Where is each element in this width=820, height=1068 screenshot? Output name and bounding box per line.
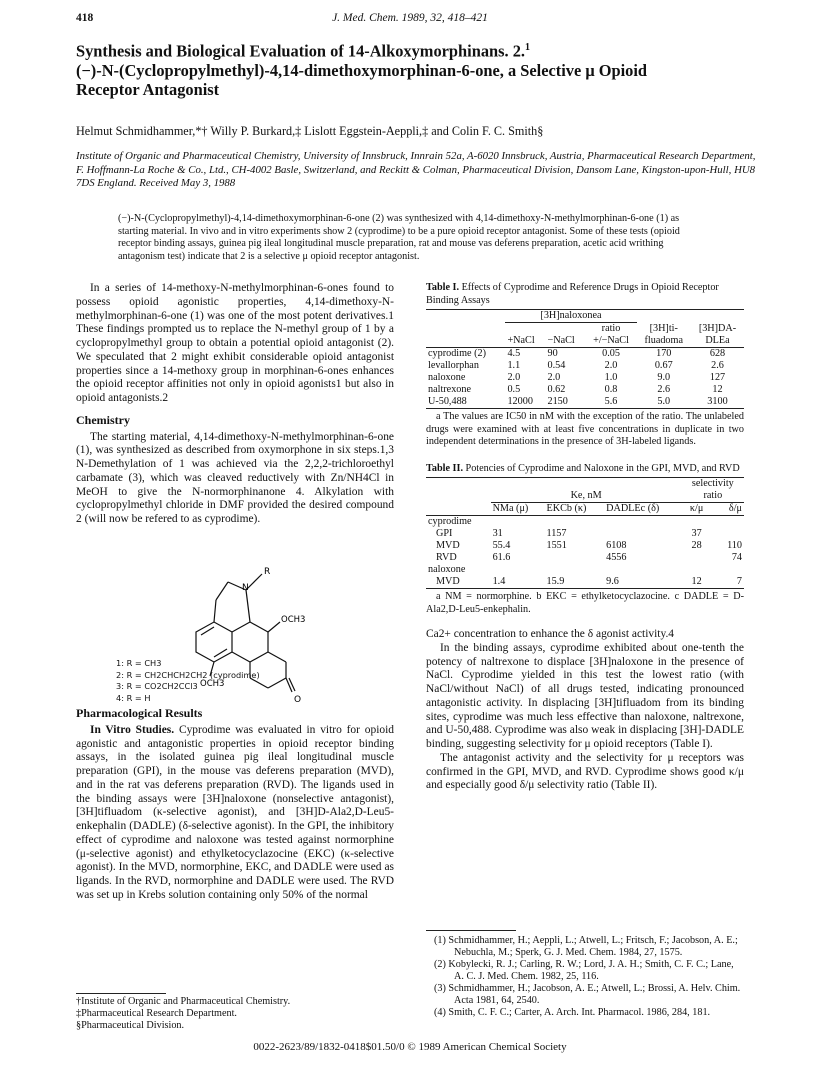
table-row [426, 348, 744, 361]
table-cell: cyprodime [428, 516, 472, 527]
compound-2: 2: R = CH2CHCH2CH2 (cyprodime) [116, 669, 260, 680]
nitrogen-label: N [242, 583, 249, 593]
table2 [426, 477, 744, 589]
table2-col-dadle: DADLEc (δ) [606, 503, 660, 514]
table-cell: 31 [492, 528, 503, 539]
table2-col-nm: NMa (μ) [492, 503, 529, 514]
title-line-1: Synthesis and Biological Evaluation of 14-Alkoxymorphinans. 2. [76, 41, 526, 61]
table1-label: Table I. [426, 282, 460, 293]
pharmacology-heading: Pharmacological Results [76, 706, 203, 720]
compound-4: 4: R = H [116, 692, 151, 703]
reference-3: (3) Schmidhammer, H.; Jacobson, A. E.; Atwell, L.; Brossi, A. Helv. Chim. Acta 1981, 64, 2540. [434, 983, 741, 1006]
table-cell: cyprodime (2) [428, 348, 486, 359]
table2-caption [426, 463, 744, 476]
table1-col-tif2: fluadoma [644, 335, 683, 346]
table-cell: 4.5 [507, 348, 521, 359]
table-cell: 4556 [606, 552, 627, 563]
table-cell: 5.0 [657, 396, 671, 407]
table1-col-tif1: [3H]ti- [649, 322, 678, 334]
table1-col-nacl: +NaCl [507, 335, 535, 346]
och3-14-label: OCH3 [281, 615, 306, 625]
table-cell: MVD [436, 540, 460, 551]
table-row [426, 372, 744, 384]
chemistry-heading: Chemistry [76, 412, 130, 427]
affiliations: Institute of Organic and Pharmaceutical Chemistry, University of Innsbruck, Innrain 52a, A-6020 Innsbruck, Austria, Pharmaceutical Research Department, F. Hoffmann-La Roche & Co., Ltd., CH-4002 Basle, Switzerland, and Reckitt & Colman, Pharmaceutical Division, Dansom Lane, Kingston-upon-Hull, HU8 7DS England. Received May 3, 1988 [76, 150, 756, 190]
table1-col-ratio: ratio [601, 323, 621, 334]
right-paragraph-3: The antagonist activity and the selectivity for μ receptors was confirmed in the GPI, MVD, and RVD. Cyprodime shows good κ/μ and especially good δ/μ selectivity ratio (Table II). [426, 751, 744, 792]
table-cell: 0.5 [507, 384, 521, 395]
table-cell: 6108 [606, 540, 627, 551]
table-cell: naloxone [428, 564, 466, 575]
table-cell: 170 [656, 348, 672, 359]
footnote-1: †Institute of Organic and Pharmaceutical Chemistry. [76, 996, 291, 1007]
table-cell: 2.6 [711, 360, 724, 371]
reference-2: (2) Kobylecki, R. J.; Carling, R. W.; Lord, J. A. H.; Smith, C. F. C.; Lane, A. C. J. Med. Chem. 1982, 25, 116. [434, 959, 734, 982]
table-cell: 12 [712, 384, 723, 395]
table-cell: 15.9 [546, 576, 565, 587]
table-cell: 12000 [507, 396, 533, 407]
table-cell: 0.54 [547, 360, 566, 371]
table-row [426, 564, 744, 576]
table2-selectivity-1: selectivity [691, 478, 734, 489]
table-cell: 0.67 [654, 360, 673, 371]
footnote-2: ‡Pharmaceutical Research Department. [76, 1008, 237, 1019]
table1-col-pm: +/−NaCl [593, 335, 629, 346]
table2-label: Table II. [426, 462, 463, 474]
table2-col-ekc: EKCb (κ) [546, 503, 587, 514]
table-cell: 12 [691, 576, 702, 587]
table-cell: 127 [709, 372, 726, 383]
reference-1: (1) Schmidhammer, H.; Aeppli, L.; Atwell, L.; Fritsch, F.; Jacobson, A. E.; Nebuchla, M.; Sperk, G. J. Med. Chem. 1984, 27, 1575. [434, 935, 738, 958]
left-column-lower [76, 707, 394, 903]
chemistry-paragraph: The starting material, 4,14-dimethoxy-N-methylmorphinan-6-one (1), was synthesized as described from oxymorphone in six steps.1,3 N-Demethylation of 1 was achieved via the 2,2,2-trichloroethyl carbamate (3), which was cleaved reductively with Zn/NH4Cl in MeOH to give the N-normorphinanone 4. Alkylation with cyclopropylmethyl chloride in DMF provided the desired compound 2 (will now be refered to as cyprodime). [76, 430, 394, 525]
table-cell: 1551 [546, 540, 567, 551]
author-footnotes [76, 993, 394, 1032]
table-cell: 2150 [547, 396, 568, 407]
intro-paragraph: In a series of 14-methoxy-N-methylmorphinan-6-ones found to possess opioid agonistic properties, 4,14-dimethoxy-N-methylmorphinan-6-one (1) was one of the most potent derivatives.1 These findings prompted us to replace the N-methyl group of 1 by a cyclopropylmethyl group to obtain a potential opioid antagonist (2). We speculated that 2 might exhibit considerable opioid antagonist properties since a 14-methoxy group in morphinan-6-ones enhances the opioid receptor affinities not only in opioid agonists1 but also in opioid antagonists.2 [76, 282, 394, 404]
abstract: (−)-N-(Cyclopropylmethyl)-4,14-dimethoxymorphinan-6-one (2) was synthesized with 4,14-dimethoxy-N-methylmorphinan-6-one (1) as starting material. In vivo and in vitro experiments show 2 (cyprodime) to be a pure opioid receptor antagonist. Some of these tests (opioid receptor binding assays, guinea pig ileal longitudinal muscle preparation, rat and mouse vas deferens preparation, acetic acid writhing antagonism test) indicate that 2 is a selective μ opioid receptor antagonist. [118, 213, 680, 262]
journal-citation: J. Med. Chem. 1989, 32, 418–421 [332, 12, 488, 24]
r-group-label: R [264, 567, 271, 577]
table-cell: 2.0 [507, 372, 521, 383]
table-cell: 110 [727, 540, 742, 551]
table-cell: 1.4 [492, 576, 506, 587]
table-cell: 628 [709, 348, 726, 359]
table-cell: 3100 [707, 396, 728, 407]
table-cell: 2.6 [657, 384, 671, 395]
table-cell [682, 552, 712, 564]
ketone-oxygen-label: O [294, 695, 302, 705]
page-number: 418 [76, 12, 94, 24]
author-list: Helmut Schmidhammer,*† Willy P. Burkard,‡ Lislott Eggstein-Aeppli,‡ and Colin F. C. Smith§ [76, 124, 544, 138]
table-cell [604, 528, 682, 540]
table-cell: 61.6 [492, 552, 511, 563]
table-row [426, 396, 744, 409]
table-cell: 5.6 [604, 396, 618, 407]
title-line-2: (−)-N-(Cyclopropylmethyl)-4,14-dimethoxymorphinan-6-one, a Selective μ Opioid [76, 60, 648, 80]
table-row [426, 516, 744, 529]
table-cell: 1.1 [507, 360, 521, 371]
table-cell: naltrexone [428, 384, 471, 395]
running-header [76, 12, 744, 28]
table-cell: RVD [436, 552, 457, 563]
table-row [426, 576, 744, 589]
table-cell: 1.0 [604, 372, 618, 383]
table-cell: 55.4 [492, 540, 511, 551]
right-column [426, 282, 744, 793]
table-cell: 28 [691, 540, 702, 551]
table-cell [544, 552, 604, 564]
table-cell: U-50,488 [428, 396, 467, 407]
table-cell: MVD [436, 576, 460, 587]
table1-group-header: [3H]naloxonea [505, 310, 636, 323]
table-cell: 0.8 [604, 384, 618, 395]
table2-col-km: κ/μ [689, 503, 704, 514]
table-row [426, 360, 744, 372]
table-cell: 37 [691, 528, 702, 539]
compound-3: 3: R = CO2CH2CCl3 [116, 681, 198, 691]
title-line-3: Receptor Antagonist [76, 80, 220, 100]
table2-ke-header: Ke, nM [491, 490, 682, 503]
title-footnote-mark: 1 [525, 42, 531, 53]
table-cell: 9.6 [606, 576, 619, 587]
table1-caption-text: Effects of Cyprodime and Reference Drugs in Opioid Receptor Binding Assays [426, 282, 719, 306]
table2-caption-text: Potencies of Cyprodime and Naloxone in the GPI, MVD, and RVD [465, 462, 740, 474]
table-row [426, 540, 744, 552]
table1-caption [426, 282, 744, 307]
right-paragraph-2: In the binding assays, cyprodime exhibited about one-tenth the potency of naltrexone to displace [3H]naloxone in the presence of NaCl. Cyprodime yielded in this test the lowest ratio (with NaCl/without NaCl) of all drugs tested, indicating pronounced antagonistic activity. In displacing [3H]tifluadom from its binding sites, cyprodime was much less effective than naloxone, naltrexone, and U-50,488. Cyprodime was also weak in displacing [3H]-DADLE binding, suggesting selectivity for μ opioid receptors (Table I). [426, 641, 744, 750]
table-cell: naloxone [428, 372, 466, 383]
table1-footnote: a The values are IC50 in nM with the exception of the ratio. The unlabeled drugs were examined with at least five concentrations in duplicate in two independent determinations in the presence of 3H-labeled ligands. [426, 411, 744, 447]
table-cell: GPI [436, 528, 453, 539]
table-cell: 2.0 [604, 360, 618, 371]
in-vitro-lead: In Vitro Studies. [90, 723, 175, 736]
article-title [76, 38, 746, 100]
och3-4-label: OCH3 [200, 679, 225, 689]
table2-selectivity-2: ratio [682, 490, 744, 503]
table-cell [712, 528, 744, 540]
footnote-3: §Pharmaceutical Division. [76, 1020, 185, 1031]
table2-footnote: a NM = normorphine. b EKC = ethylketocyclazocine. c DADLE = D-Ala2,D-Leu5-enkephalin. [426, 591, 744, 615]
copyright-line: 0022-2623/89/1832-0418$01.50/0 © 1989 American Chemical Society [253, 1041, 567, 1053]
right-paragraph-1: Ca2+ concentration to enhance the δ agonist activity.4 [426, 628, 675, 640]
aromatic-ring [196, 622, 232, 662]
table-row [426, 528, 744, 540]
left-column-upper [76, 282, 394, 527]
table-cell: 9.0 [657, 372, 671, 383]
table1-col-dad2: DLEa [705, 335, 730, 346]
compound-legend [116, 658, 260, 704]
table-cell: 0.62 [547, 384, 566, 395]
table1 [426, 309, 744, 409]
table-cell: 2.0 [547, 372, 561, 383]
compound-1: 1: R = CH3 [116, 658, 162, 668]
table-cell: 7 [736, 576, 742, 587]
reference-4: (4) Smith, C. F. C.; Carter, A. Arch. Int. Pharmacol. 1986, 284, 181. [434, 1007, 711, 1018]
reference-list [426, 930, 744, 1019]
table-row [426, 384, 744, 396]
table-cell: 74 [731, 552, 742, 563]
table2-col-dm: δ/μ [728, 503, 742, 514]
table-cell: levallorphan [428, 360, 479, 371]
table-cell: 90 [547, 348, 558, 359]
table-cell: 0.05 [602, 348, 620, 359]
table1-col-dad1: [3H]DA- [698, 322, 737, 334]
table-cell: 1157 [546, 528, 567, 539]
table-row [426, 552, 744, 564]
reference-rule [426, 930, 516, 931]
in-vitro-paragraph: Cyprodime was evaluated in vitro for opioid agonistic and antagonistic properties in opioid receptor binding assays, in the isolated guinea pig ileal longitudinal muscle preparation (GPI), in the mouse vas deferens preparation (MVD), and in the rat vas deferens preparation (RVD). The ligands used in the binding assays were [3H]naloxone (nonselective antagonist), [3H]tifluadom (κ-selective agonist), and [3H]D-Ala2,D-Leu5-enkephalin (DADLE) (δ-selective agonist). In the GPI, the inhibitory effect of cyprodime and naloxone was tested against normorphine (μ-selective agonist) and ethylketocyclazocine (EKC) (κ-selective agonist). In the MVD, normorphine, EKC, and DADLE were used as ligands. In the RVD, normorphine and DADLE were used. The RVD was set up in Krebs solution containing only 50% of the normal [76, 723, 395, 901]
table1-col-minus: −NaCl [547, 335, 575, 346]
footnote-rule [76, 993, 166, 994]
